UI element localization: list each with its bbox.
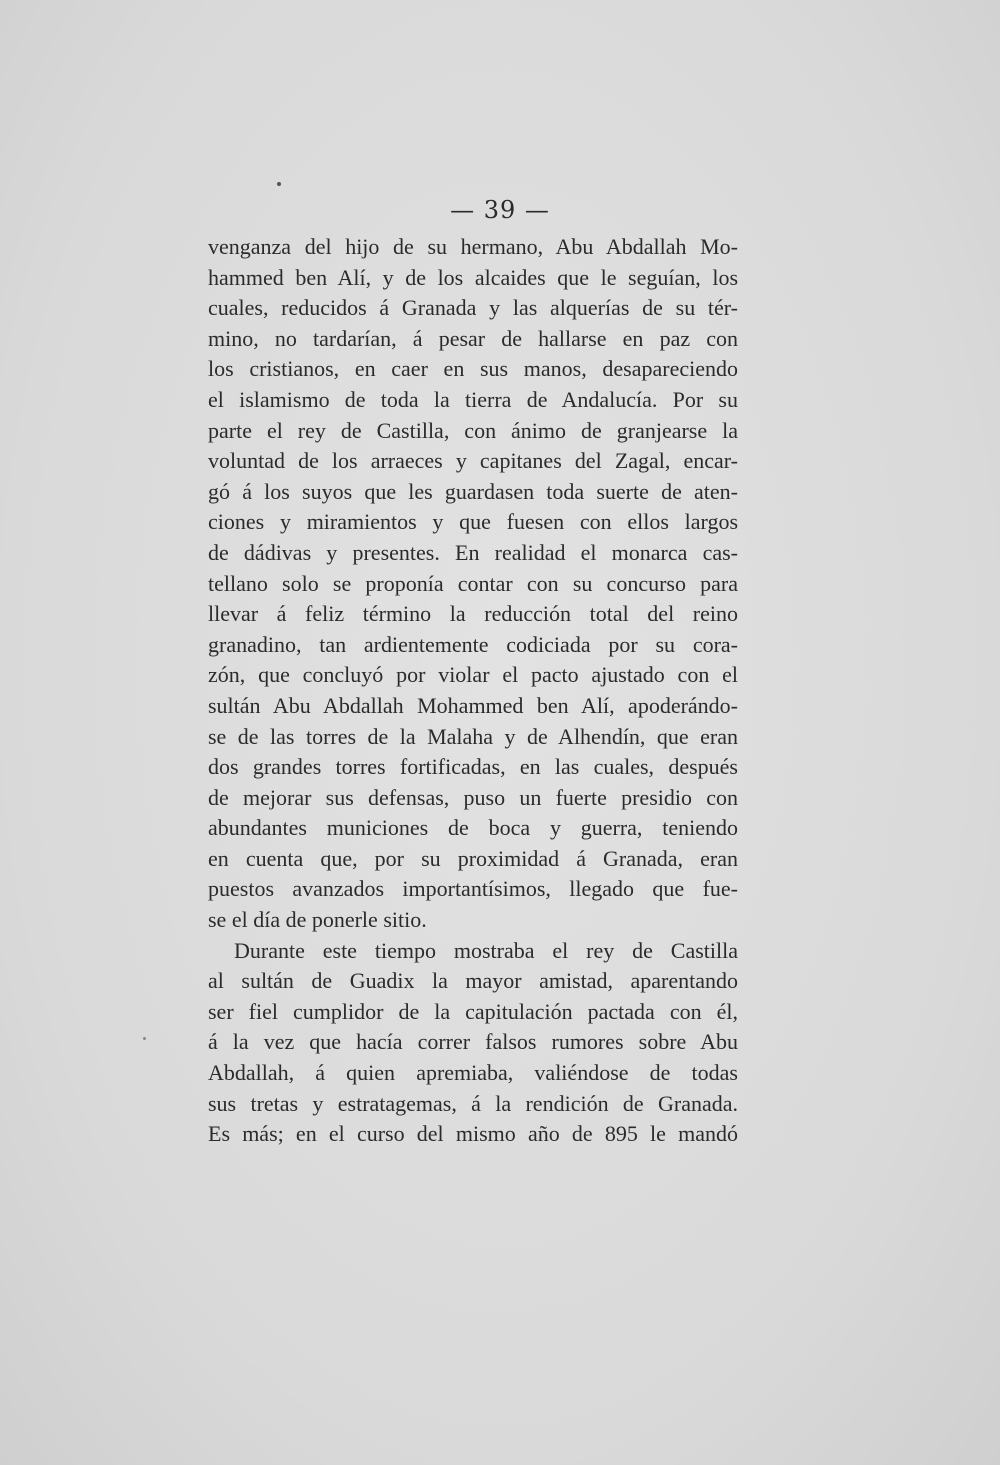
text-line: granadino, tan ardientemente codiciada por su cora- bbox=[208, 631, 738, 657]
text-line: ciones y miramientos y que fuesen con ellos largos bbox=[208, 509, 738, 535]
text-line: dos grandes torres fortificadas, en las cuales, después bbox=[208, 754, 738, 780]
text-line: sus tretas y estratagemas, á la rendición de Granada. bbox=[208, 1090, 738, 1116]
text-line: los cristianos, en caer en sus manos, desapareciendo bbox=[208, 356, 738, 382]
text-line: parte el rey de Castilla, con ánimo de granjearse la bbox=[208, 417, 738, 443]
ink-speck bbox=[277, 182, 281, 186]
text-line: gó á los suyos que les guardasen toda suerte de aten- bbox=[208, 478, 738, 504]
text-line: á la vez que hacía correr falsos rumores sobre Abu bbox=[208, 1029, 738, 1055]
text-line: al sultán de Guadix la mayor amistad, aparentando bbox=[208, 968, 738, 994]
text-line: mino, no tardarían, á pesar de hallarse en paz con bbox=[208, 325, 738, 351]
text-line: Durante este tiempo mostraba el rey de Castilla bbox=[234, 937, 738, 963]
text-line: tellano solo se proponía contar con su concurso para bbox=[208, 570, 738, 596]
paragraph bbox=[208, 936, 738, 1150]
text-line: se de las torres de la Malaha y de Alhendín, que eran bbox=[208, 723, 738, 749]
text-line: zón, que concluyó por violar el pacto ajustado con el bbox=[208, 662, 738, 688]
text-line: voluntad de los arraeces y capitanes del Zagal, encar- bbox=[208, 448, 738, 474]
text-line: Es más; en el curso del mismo año de 895 le mandó bbox=[208, 1121, 738, 1147]
text-line: llevar á feliz término la reducción total del reino bbox=[208, 601, 738, 627]
page-number: — 39 — bbox=[450, 196, 550, 224]
text-line: el islamismo de toda la tierra de Andalucía. Por su bbox=[208, 386, 738, 412]
text-line: de mejorar sus defensas, puso un fuerte presidio con bbox=[208, 784, 738, 810]
ink-speck bbox=[143, 1037, 146, 1040]
text-line: de dádivas y presentes. En realidad el monarca cas- bbox=[208, 539, 738, 565]
text-line: en cuenta que, por su proximidad á Granada, eran bbox=[208, 845, 738, 871]
body-text bbox=[208, 232, 738, 1150]
text-line: cuales, reducidos á Granada y las alquerías de su tér- bbox=[208, 295, 738, 321]
text-line: puestos avanzados importantísimos, llegado que fue- bbox=[208, 876, 738, 902]
text-line: hammed ben Alí, y de los alcaides que le seguían, los bbox=[208, 264, 738, 290]
text-line: Abdallah, á quien apremiaba, valiéndose de todas bbox=[208, 1060, 738, 1086]
text-line: se el día de ponerle sitio. bbox=[208, 907, 427, 933]
text-line: ser fiel cumplidor de la capitulación pactada con él, bbox=[208, 998, 738, 1024]
text-line: sultán Abu Abdallah Mohammed ben Alí, apoderándo- bbox=[208, 692, 738, 718]
paragraph bbox=[208, 232, 738, 936]
text-line: venganza del hijo de su hermano, Abu Abdallah Mo- bbox=[208, 234, 738, 259]
text-line: abundantes municiones de boca y guerra, teniendo bbox=[208, 815, 738, 841]
